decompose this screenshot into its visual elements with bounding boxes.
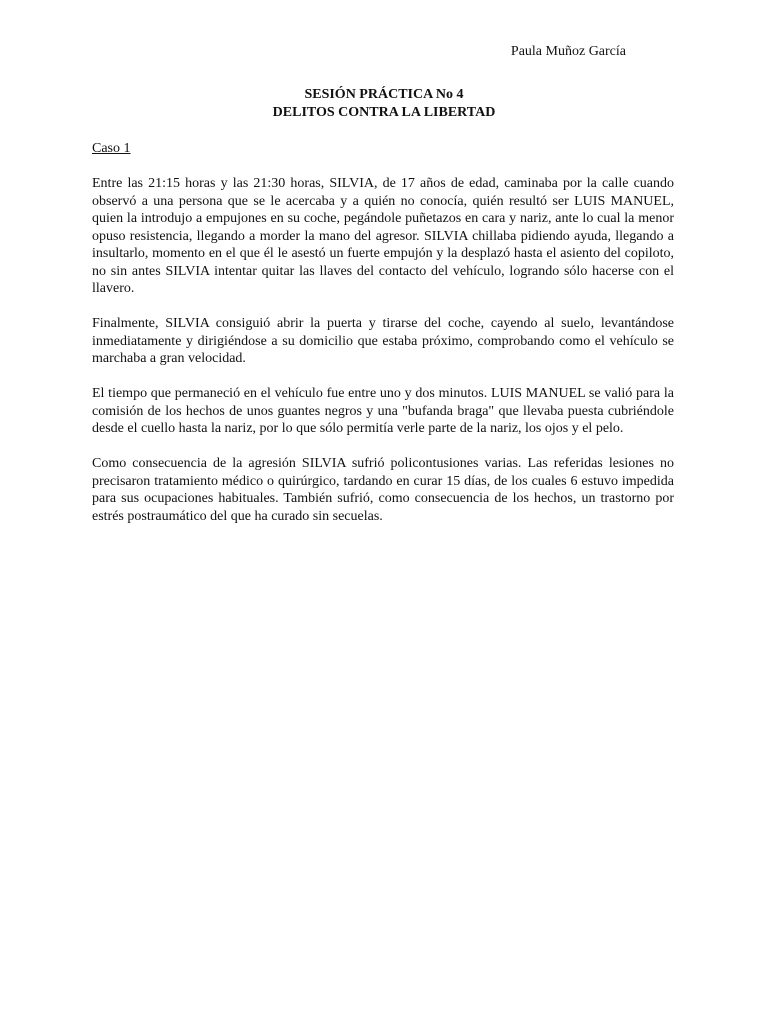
- case-heading: Caso 1: [92, 141, 131, 156]
- paragraph: Como consecuencia de la agresión SILVIA sufrió policontusiones varias. Las referidas lesiones no precisaron tratamiento médico o quirúrgico, tardando en curar 15 días, de los cuales 6 estuvo impedida para sus ocupaciones habituales. También sufrió, como consecuencia de los hechos, un trastorno por estrés postraumático del que ha curado sin secuelas.: [92, 456, 674, 524]
- author-name: Paula Muñoz García: [510, 44, 626, 59]
- paragraph: Entre las 21:15 horas y las 21:30 horas, SILVIA, de 17 años de edad, caminaba por la calle cuando observó a una persona que se le acercaba y a quién no conocía, quién resultó ser LUIS MANUEL, quien la introdujo a empujones en su coche, pegándole puñetazos en cara y nariz, ante lo cual la menor opuso resistencia, llegando a morder la mano del agresor. SILVIA chillaba pidiendo ayuda, llegando a insultarlo, momento en el que él le asestó un fuerte empujón y la desplazó hasta el asiento del copiloto, no sin antes SILVIA intentar quitar las llaves del contacto del vehículo, logrando sólo hacerse con el llavero.: [92, 176, 674, 296]
- case-body: [92, 175, 674, 543]
- title-line-1: SESIÓN PRÁCTICA No 4: [304, 87, 464, 102]
- document-title: [0, 86, 768, 121]
- paragraph: El tiempo que permaneció en el vehículo fue entre uno y dos minutos. LUIS MANUEL se valió para la comisión de los hechos de unos guantes negros y una "bufanda braga" que llevaba puesta cubriéndole desde el cuello hasta la nariz, por lo que sólo permitía verle parte de la nariz, los ojos y el pelo.: [92, 386, 674, 436]
- title-line-2: DELITOS CONTRA LA LIBERTAD: [272, 104, 496, 120]
- paragraph: Finalmente, SILVIA consiguió abrir la puerta y tirarse del coche, cayendo al suelo, levantándose inmediatamente y dirigiéndose a su domicilio que estaba próximo, comprobando como el vehículo se marchaba a gran velocidad.: [92, 316, 674, 366]
